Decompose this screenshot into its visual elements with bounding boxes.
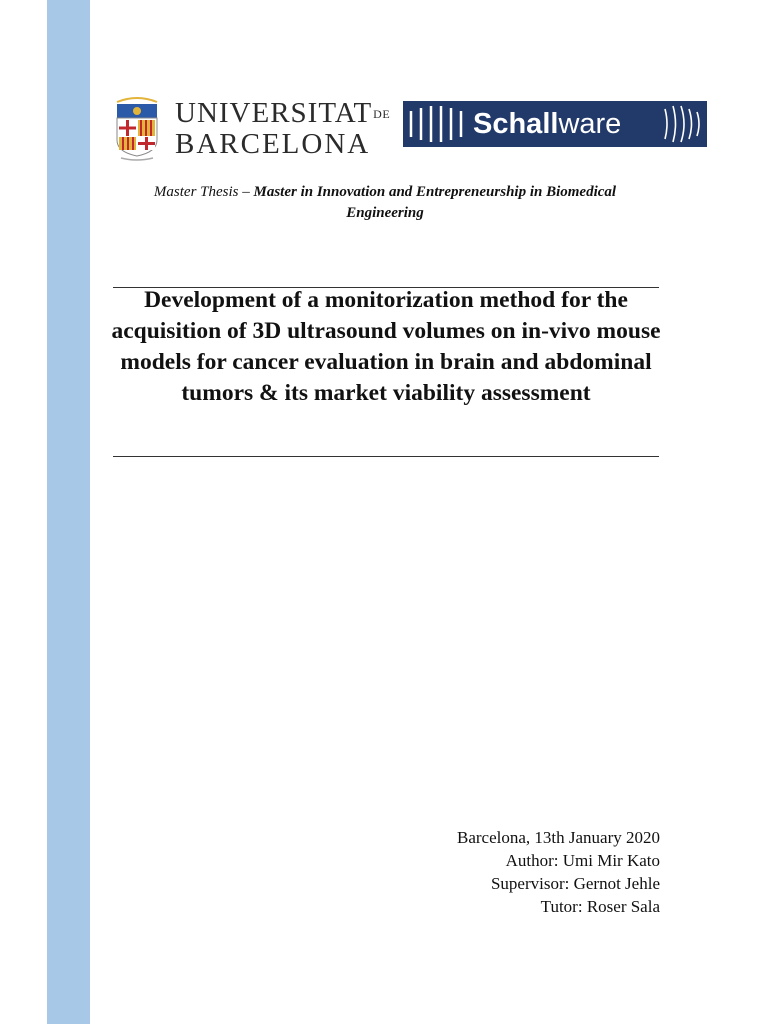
thesis-title: Development of a monitorization method for the acquisition of 3D ultrasound volumes on in-vivo mouse models for cancer evaluation in brain and abdominal tumors & its market viability assessment [111, 287, 661, 406]
university-wordmark [175, 98, 390, 159]
university-logo [111, 94, 391, 162]
company-logo [403, 101, 707, 147]
thesis-details [457, 826, 660, 918]
title-bottom-rule [113, 456, 659, 457]
place-date: Barcelona, 13th January 2020 [457, 828, 660, 847]
program-name: Master in Innovation and Entrepreneurship in Biomedical Engineering [253, 184, 617, 221]
sidebar-accent-bar [47, 0, 90, 1024]
university-wordmark-line2: BARCELONA [175, 128, 371, 160]
university-seal-icon [111, 94, 163, 162]
author-line: Author: Umi Mir Kato [505, 851, 660, 870]
thesis-subtitle [120, 182, 650, 224]
university-wordmark-line1: UNIVERSITATDE [175, 97, 391, 129]
company-wordmark: Schallware [473, 108, 622, 140]
supervisor-line: Supervisor: Gernot Jehle [490, 874, 660, 893]
thesis-type: Master Thesis – [153, 184, 254, 200]
tutor-line: Tutor: Roser Sala [540, 897, 660, 916]
